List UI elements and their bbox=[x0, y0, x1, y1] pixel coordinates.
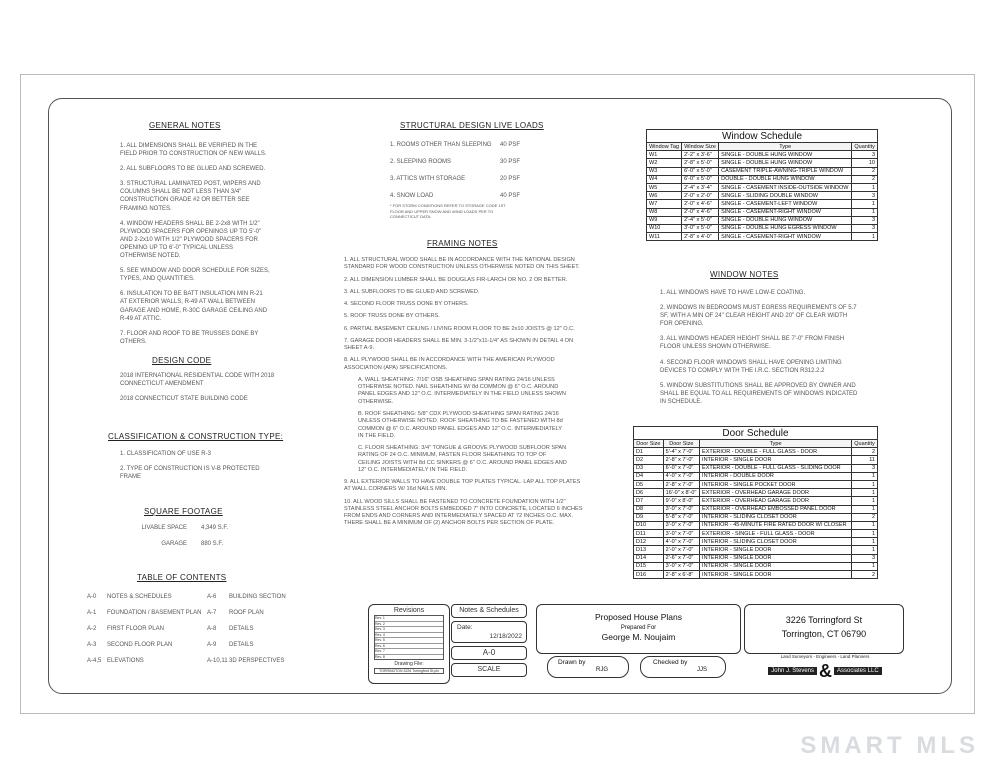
door-type: EXTERIOR - DOUBLE - FULL GLASS - SLIDING DOOR bbox=[700, 464, 852, 472]
window-note: 2. WINDOWS IN BEDROOMS MUST EGRESS REQUIREMENTS OF 5.7 SF, WITH A MIN OF 24" CLEAR HEIGHT AND 20" OF CLEAR WIDTH FOR OPENING. bbox=[660, 305, 857, 328]
door-type: INTERIOR - SINGLE DOOR bbox=[700, 456, 852, 464]
window-type: SINGLE - DOUBLE HUNG EGRESS WINDOW bbox=[719, 224, 852, 232]
window-tag: W6 bbox=[647, 192, 682, 200]
toc-row bbox=[87, 593, 287, 609]
door-tag: D11 bbox=[634, 530, 664, 538]
table-row bbox=[634, 464, 878, 472]
window-note: 5. WINDOW SUBSTITUTIONS SHALL BE APPROVED BY OWNER AND SHALL BE EQUAL TO ALL REQUIREMENTS OF WINDOWS INDICATED IN SCHEDULE. bbox=[660, 382, 858, 405]
toc-name: DETAILS bbox=[229, 626, 254, 632]
window-type: SINGLE - SLIDING DOUBLE WINDOW bbox=[719, 192, 852, 200]
sheet-name: Notes & Schedules bbox=[451, 604, 527, 618]
revision-row: Rev. 2 bbox=[375, 622, 443, 628]
revision-row: Rev. 1 bbox=[375, 616, 443, 622]
window-schedule-title-row bbox=[647, 130, 878, 143]
door-qty: 11 bbox=[852, 456, 878, 464]
door-tag: D13 bbox=[634, 546, 664, 554]
toc-code: A-4,5 bbox=[87, 658, 102, 664]
toc-code: A-7 bbox=[207, 610, 217, 616]
door-tag: D15 bbox=[634, 562, 664, 570]
firm-ampersand: & bbox=[819, 661, 832, 681]
toc-row bbox=[87, 657, 287, 673]
window-size: 2'-0" x 2'-0" bbox=[682, 192, 719, 200]
toc-name: SECOND FLOOR PLAN bbox=[107, 642, 173, 648]
live-load-row bbox=[390, 192, 520, 200]
door-schedule-table bbox=[633, 426, 878, 579]
table-row bbox=[647, 208, 878, 216]
table-row bbox=[647, 233, 878, 241]
window-tag: W11 bbox=[647, 233, 682, 241]
revision-row: Rev. 5 bbox=[375, 638, 443, 644]
framing-note: 8. ALL PLYWOOD SHALL BE IN ACCORDANCE WITH THE AMERICAN PLYWOOD ASSOCIATION (APA) SPECIFICATIONS. bbox=[344, 357, 555, 371]
toc-name: FOUNDATION / BASEMENT PLAN bbox=[107, 610, 202, 616]
door-tag: D12 bbox=[634, 538, 664, 546]
general-notes-title: GENERAL NOTES bbox=[149, 121, 221, 130]
column-header: Door Size bbox=[634, 440, 664, 448]
toc-code: A-8 bbox=[207, 626, 217, 632]
table-row bbox=[634, 546, 878, 554]
door-size: 3'-0" x 7'-0" bbox=[663, 530, 699, 538]
door-size: 2'-8" x 7'-0" bbox=[663, 480, 699, 488]
framing-note: 2. ALL DIMENSION LUMBER SHALL BE DOUGLAS FIR-LARCH OR NO. 2 OR BETTER. bbox=[344, 276, 568, 283]
window-type: SINGLE - DOUBLE HUNG WINDOW bbox=[719, 151, 852, 159]
window-qty: 1 bbox=[852, 233, 878, 241]
window-note: 4. SECOND FLOOR WINDOWS SHALL HAVE OPENING LIMITING DEVICES TO COMPLY WITH THE I.R.C. SECTION R312.2.2 bbox=[660, 359, 842, 374]
column-header: Quantity bbox=[852, 440, 878, 448]
door-type: INTERIOR - SINGLE POCKET DOOR bbox=[700, 480, 852, 488]
door-tag: D14 bbox=[634, 554, 664, 562]
window-qty: 2 bbox=[852, 167, 878, 175]
window-tag: W5 bbox=[647, 183, 682, 191]
live-loads-title: STRUCTURAL DESIGN LIVE LOADS bbox=[400, 121, 544, 130]
live-load-value: 40 PSF bbox=[499, 142, 520, 148]
window-qty: 10 bbox=[852, 159, 878, 167]
door-type: INTERIOR - SINGLE DOOR bbox=[700, 562, 852, 570]
drawn-by-box bbox=[547, 656, 629, 678]
design-code-item: 2018 INTERNATIONAL RESIDENTIAL CODE WITH 2018 CONNECTICUT AMENDMENT bbox=[120, 373, 275, 388]
sheet-info-block bbox=[451, 604, 527, 682]
table-row bbox=[634, 530, 878, 538]
door-type: INTERIOR - SINGLE DOOR bbox=[700, 571, 852, 579]
smart-mls-watermark: SMART MLS bbox=[800, 732, 979, 759]
window-notes-list bbox=[660, 289, 860, 413]
toc-code: A-1 bbox=[87, 610, 97, 616]
general-note: 6. INSULATION TO BE BATT INSULATION MIN R-21 AT EXTERIOR WALLS, R-49 AT WALL BETWEEN GARAGE AND HOME, R-30C GARAGE CEILING AND R-49 AT ATTIC. bbox=[120, 291, 268, 322]
drawing-file-name: TORRINGTON 3226 Torringford St.pln bbox=[374, 668, 444, 674]
framing-note: 3. ALL SUBFLOORS TO BE GLUED AND SCREWED. bbox=[344, 288, 480, 295]
table-row bbox=[634, 513, 878, 521]
toc-code: A-6 bbox=[207, 594, 217, 600]
door-qty: 1 bbox=[852, 538, 878, 546]
window-size: 2'-4" x 3'-4" bbox=[682, 183, 719, 191]
address-line-2: Torrington, CT 06790 bbox=[781, 629, 867, 639]
door-tag: D9 bbox=[634, 513, 664, 521]
door-qty: 1 bbox=[852, 497, 878, 505]
revisions-box bbox=[368, 604, 450, 684]
drawing-file-label: Drawing File: bbox=[394, 661, 424, 667]
framing-note: 1. ALL STRUCTURAL WOOD SHALL BE IN ACCORDANCE WITH THE NATIONAL DESIGN STANDARD FOR WOOD CONSTRUCTION UNLESS OTHERWISE NOTED ON THIS SHEET. bbox=[344, 257, 580, 271]
firm-tagline: Land Surveyors - Engineers - Land Planners bbox=[780, 654, 870, 659]
door-size: 4'-0" x 7'-0" bbox=[663, 472, 699, 480]
framing-notes-title: FRAMING NOTES bbox=[427, 239, 498, 248]
general-note: 2. ALL SUBFLOORS TO BE GLUED AND SCREWED. bbox=[120, 166, 266, 173]
column-header: Quantity bbox=[852, 143, 878, 151]
toc-name: NOTES & SCHEDULES bbox=[107, 594, 172, 600]
general-note: 4. WINDOW HEADERS SHALL BE 2-2x8 WITH 1/2" PLYWOOD SPACERS FOR OPENINGS UP TO 5'-0" AND 2-2x10 WITH 1/2" PLYWOOD SPACERS FOR OPENING UP TO 6'-0" TYPICAL UNLESS OTHERWISE NOTED. bbox=[120, 220, 262, 260]
door-type: EXTERIOR - DOUBLE - FULL GLASS - DOOR bbox=[700, 448, 852, 456]
door-type: INTERIOR - SINGLE DOOR bbox=[700, 546, 852, 554]
live-load-row bbox=[390, 158, 520, 166]
door-schedule-header-row bbox=[634, 440, 878, 448]
door-size: 5'-4" x 7'-0" bbox=[663, 448, 699, 456]
door-type: INTERIOR - 45-MINUTE FIRE RATED DOOR W/ CLOSER bbox=[700, 521, 852, 529]
classification-item: 1. CLASSIFICATION OF USE R-3 bbox=[120, 451, 211, 457]
firm-name-left: John J. Stevens bbox=[768, 667, 817, 675]
design-code-title: DESIGN CODE bbox=[152, 356, 212, 365]
square-footage-label: GARAGE bbox=[161, 541, 187, 548]
live-load-value: 40 PSF bbox=[499, 193, 520, 200]
live-load-row bbox=[390, 175, 520, 183]
door-type: EXTERIOR - OVERHEAD GARAGE DOOR bbox=[700, 497, 852, 505]
general-note: 1. ALL DIMENSIONS SHALL BE VERIFIED IN THE FIELD PRIOR TO CONSTRUCTION OF NEW WALLS. bbox=[120, 143, 267, 158]
table-row bbox=[634, 554, 878, 562]
door-qty: 1 bbox=[852, 521, 878, 529]
checked-by-label: Checked by bbox=[653, 659, 688, 666]
door-size: 2'-6" x 7'-0" bbox=[663, 554, 699, 562]
door-qty: 1 bbox=[852, 562, 878, 570]
door-tag: D6 bbox=[634, 489, 664, 497]
door-type: EXTERIOR - SINGLE - FULL GLASS - DOOR bbox=[700, 530, 852, 538]
checked-by-box bbox=[640, 656, 726, 678]
window-tag: W1 bbox=[647, 151, 682, 159]
window-type: SINGLE - CASEMENT-RIGHT WINDOW bbox=[719, 233, 852, 241]
window-type: DOUBLE - DOUBLE HUNG WINDOW bbox=[719, 175, 852, 183]
door-type: INTERIOR - SLIDING CLOSET DOOR bbox=[700, 538, 852, 546]
classification-list bbox=[120, 450, 280, 488]
table-row bbox=[647, 183, 878, 191]
window-tag: W9 bbox=[647, 216, 682, 224]
door-qty: 2 bbox=[852, 513, 878, 521]
live-loads-list bbox=[390, 141, 520, 220]
toc-name: BUILDING SECTION bbox=[229, 594, 286, 600]
revision-row: Rev. 8 bbox=[375, 654, 385, 659]
table-row bbox=[634, 562, 878, 570]
toc-name: 3D PERSPECTIVES bbox=[229, 658, 285, 664]
address-box bbox=[744, 604, 904, 654]
square-footage-row bbox=[137, 524, 267, 532]
column-header: Type bbox=[719, 143, 852, 151]
framing-note: 7. GARAGE DOOR HEADERS SHALL BE MIN. 3-1/2"x11-1/4" AS SHOWN IN DETAIL 4 ON SHEET A-9. bbox=[344, 337, 574, 352]
window-size: 2'-0" x 4'-6" bbox=[682, 200, 719, 208]
door-size: 3'-0" x 7'-0" bbox=[663, 562, 699, 570]
door-qty: 1 bbox=[852, 472, 878, 480]
door-qty: 1 bbox=[852, 546, 878, 554]
door-qty: 1 bbox=[852, 530, 878, 538]
table-row bbox=[647, 159, 878, 167]
toc-title: TABLE OF CONTENTS bbox=[137, 573, 227, 582]
table-row bbox=[647, 224, 878, 232]
window-qty: 3 bbox=[852, 224, 878, 232]
live-load-row bbox=[390, 141, 520, 149]
door-tag: D8 bbox=[634, 505, 664, 513]
window-schedule-header-row bbox=[647, 143, 878, 151]
design-code-list bbox=[120, 372, 280, 410]
framing-note: 5. ROOF TRUSS DONE BY OTHERS. bbox=[344, 313, 440, 320]
toc-row bbox=[87, 625, 287, 641]
toc-name: FIRST FLOOR PLAN bbox=[107, 626, 164, 632]
window-qty: 1 bbox=[852, 200, 878, 208]
window-tag: W4 bbox=[647, 175, 682, 183]
column-header: Type bbox=[700, 440, 852, 448]
live-load-label: 4. SNOW LOAD bbox=[390, 193, 434, 200]
live-loads-note: * FOR STORM CONDITIONS REFER TO STORAGE CODE 1ST FLOOR AND UPPER SNOW AND WIND LOADS PER TO CONNECTICUT DATA. bbox=[390, 203, 506, 220]
square-footage-title: SQUARE FOOTAGE bbox=[144, 507, 223, 516]
door-size: 4'-0" x 7'-0" bbox=[663, 538, 699, 546]
revision-row: Rev. 3 bbox=[375, 627, 443, 633]
window-size: 2'-4" x 5'-0" bbox=[682, 216, 719, 224]
table-row bbox=[647, 151, 878, 159]
door-tag: D1 bbox=[634, 448, 664, 456]
firm-logo bbox=[750, 654, 900, 686]
window-note: 1. ALL WINDOWS HAVE TO HAVE LOW-E COATING. bbox=[660, 290, 806, 296]
revision-row: Rev. 6 bbox=[375, 644, 443, 650]
window-qty: 1 bbox=[852, 183, 878, 191]
table-row bbox=[634, 497, 878, 505]
window-tag: W3 bbox=[647, 167, 682, 175]
table-row bbox=[634, 538, 878, 546]
door-size: 16'-0" x 8'-0" bbox=[663, 489, 699, 497]
toc-row bbox=[87, 609, 287, 625]
revisions-list bbox=[374, 615, 444, 660]
window-tag: W2 bbox=[647, 159, 682, 167]
drawn-by-value: RJG bbox=[596, 667, 608, 673]
toc-code: A-10,11 bbox=[207, 658, 228, 664]
project-title-box bbox=[536, 604, 741, 654]
window-qty: 3 bbox=[852, 151, 878, 159]
door-tag: D3 bbox=[634, 464, 664, 472]
door-qty: 1 bbox=[852, 489, 878, 497]
toc-code: A-2 bbox=[87, 626, 97, 632]
toc-table bbox=[87, 593, 287, 673]
general-notes-list bbox=[120, 142, 270, 353]
door-type: EXTERIOR - OVERHEAD GARAGE DOOR bbox=[700, 489, 852, 497]
window-tag: W10 bbox=[647, 224, 682, 232]
door-qty: 1 bbox=[852, 480, 878, 488]
toc-name: ROOF PLAN bbox=[229, 610, 264, 616]
door-tag: D5 bbox=[634, 480, 664, 488]
live-load-label: 3. ATTICS WITH STORAGE bbox=[390, 176, 466, 183]
window-qty: 3 bbox=[852, 192, 878, 200]
scale-label: SCALE bbox=[451, 663, 527, 677]
live-load-label: 2. SLEEPING ROOMS bbox=[390, 159, 452, 166]
door-size: 9'-0" x 8'-0" bbox=[663, 497, 699, 505]
table-row bbox=[647, 216, 878, 224]
door-qty: 2 bbox=[852, 571, 878, 579]
door-qty: 3 bbox=[852, 554, 878, 562]
door-size: 3'-0" x 7'-0" bbox=[663, 505, 699, 513]
window-type: SINGLE - DOUBLE HUNG WINDOW bbox=[719, 159, 852, 167]
framing-note: 4. SECOND FLOOR TRUSS DONE BY OTHERS. bbox=[344, 301, 469, 308]
door-type: INTERIOR - SINGLE DOOR bbox=[700, 554, 852, 562]
door-size: 2'-8" x 6'-8" bbox=[663, 571, 699, 579]
framing-note: 10. ALL WOOD SILLS SHALL BE FASTENED TO CONCRETE FOUNDATION WITH 1/2" STAINLESS STEEL ANCHOR BOLTS EMBEDDED 7" INTO CONCRETE, LOCATED 6 INCHES FROM ENDS AND CORNERS AND INTERMEDIATELY SPACED AT 72 INCHES O.C. MAX. THERE SHALL BE A MINIMUM OF (2) ANCHOR BOLTS PER SECTION OF PLATE. bbox=[344, 498, 583, 527]
door-size: 3'-0" x 7'-0" bbox=[663, 521, 699, 529]
firm-name-right: Associates LLC bbox=[834, 667, 882, 675]
door-qty: 2 bbox=[852, 448, 878, 456]
date-label: Date: bbox=[457, 624, 473, 631]
door-type: INTERIOR - DOUBLE DOOR bbox=[700, 472, 852, 480]
door-type: INTERIOR - SLIDING CLOSET DOOR bbox=[700, 513, 852, 521]
table-row bbox=[634, 505, 878, 513]
drawn-by-label: Drawn by bbox=[558, 659, 586, 666]
window-tag: W8 bbox=[647, 208, 682, 216]
square-footage-value: 4,349 S.F. bbox=[201, 525, 229, 531]
table-row bbox=[634, 456, 878, 464]
window-type: SINGLE - CASEMENT INSIDE-OUTSIDE WINDOW bbox=[719, 183, 852, 191]
square-footage-value: 880 S.F. bbox=[201, 541, 224, 548]
table-row bbox=[634, 448, 878, 456]
window-schedule-title: Window Schedule bbox=[647, 130, 878, 143]
door-tag: D7 bbox=[634, 497, 664, 505]
live-load-value: 20 PSF bbox=[499, 176, 520, 183]
square-footage-list bbox=[137, 524, 267, 548]
square-footage-row bbox=[137, 540, 267, 548]
toc-code: A-9 bbox=[207, 642, 217, 648]
square-footage-label: LIVABLE SPACE bbox=[141, 525, 187, 531]
table-row bbox=[634, 472, 878, 480]
window-schedule-table bbox=[646, 129, 878, 241]
live-load-value: 30 PSF bbox=[499, 159, 520, 166]
prepared-for-label: Prepared For bbox=[620, 625, 657, 631]
door-tag: D16 bbox=[634, 571, 664, 579]
door-schedule-title-row bbox=[634, 427, 878, 440]
door-size: 6'-0" x 7'-0" bbox=[663, 464, 699, 472]
door-tag: D10 bbox=[634, 521, 664, 529]
date-box bbox=[451, 621, 527, 643]
live-load-label: 1. ROOMS OTHER THAN SLEEPING bbox=[390, 142, 492, 148]
client-name: George M. Noujaim bbox=[601, 632, 676, 642]
framing-note: 6. PARTIAL BASEMENT CEILING / LIVING ROOM FLOOR TO BE 2x10 JOISTS @ 12" O.C. bbox=[344, 325, 575, 332]
toc-code: A-3 bbox=[87, 642, 97, 648]
window-qty: 1 bbox=[852, 208, 878, 216]
checked-by-value: JJS bbox=[697, 667, 708, 673]
framing-note: 9. ALL EXTERIOR WALLS TO HAVE DOUBLE TOP PLATES TYPICAL. LAP ALL TOP PLATES AT WALL CORNERS W/ 16d NAILS MIN. bbox=[344, 479, 581, 493]
window-qty: 2 bbox=[852, 175, 878, 183]
toc-name: DETAILS bbox=[229, 642, 254, 648]
sheet-number: A-0 bbox=[451, 646, 527, 660]
door-schedule-title: Door Schedule bbox=[634, 427, 878, 440]
table-row bbox=[647, 167, 878, 175]
window-notes-title: WINDOW NOTES bbox=[710, 270, 779, 279]
table-row bbox=[634, 521, 878, 529]
door-size: 5'-8" x 7'-0" bbox=[663, 513, 699, 521]
door-qty: 3 bbox=[852, 464, 878, 472]
window-type: CASEMENT TRIPLE-AWNING-TRIPLE WINDOW bbox=[719, 167, 852, 175]
framing-note-sub: C. FLOOR SHEATHING: 3/4" TONGUE & GROOVE PLYWOOD SUBFLOOR SPAN RATING OF 24 O.C. MINIMUM, FASTEN FLOOR SHEATHING TO TOP OF CEILING JOISTS WITH 8d CC SINKERS @ 6" O.C. AROUND PANEL EDGES AND 12" O.C. INTERMEDIATELY IN THE FIELD. bbox=[358, 445, 567, 473]
window-qty: 3 bbox=[852, 216, 878, 224]
window-size: 2'-8" x 5'-0" bbox=[682, 159, 719, 167]
classification-title: CLASSIFICATION & CONSTRUCTION TYPE: bbox=[108, 432, 284, 441]
toc-row bbox=[87, 641, 287, 657]
door-size: 2'-0" x 7'-0" bbox=[663, 546, 699, 554]
revision-row: Rev. 4 bbox=[375, 633, 443, 639]
table-row bbox=[634, 489, 878, 497]
address-line-1: 3226 Torringford St bbox=[785, 615, 863, 625]
general-note: 7. FLOOR AND ROOF TO BE TRUSSES DONE BY OTHERS. bbox=[120, 330, 259, 345]
framing-note-sub: A. WALL SHEATHING: 7/16" OSB SHEATHING SPAN RATING 24/16 UNLESS OTHERWISE NOTED. NAIL SHEATHING W/ 8d COMMON @ 6" O.C. AROUND PANEL EDGES AND 12" O.C. INTERMEDIATELY IN THE FIELD UNLESS SHOWN OTHERWISE. bbox=[358, 376, 566, 405]
framing-note-sub: B. ROOF SHEATHING: 5/8" CDX PLYWOOD SHEATHING SPAN RATING 24/16 UNLESS OTHERWISE NOTED. ROOF SHEATHING TO BE FASTENED WITH 8d COMMON @ 6" O.C. AROUND PANEL EDGES AND 12" O.C. INTERMEDIATELY IN THE FIELD. bbox=[358, 410, 563, 439]
column-header: Window Tag bbox=[647, 143, 682, 151]
sheet-date: 12/18/2022 bbox=[489, 633, 522, 640]
revisions-title: Revisions bbox=[393, 607, 425, 614]
toc-name: ELEVATIONS bbox=[107, 658, 144, 664]
door-size: 2'-8" x 7'-0" bbox=[663, 456, 699, 464]
window-note: 3. ALL WINDOWS HEADER HEIGHT SHALL BE 7'-0" FROM FINISH FLOOR UNLESS SHOWN OTHERWISE. bbox=[660, 336, 845, 351]
window-size: 2'-2" x 3'-6" bbox=[682, 151, 719, 159]
column-header: Window Size bbox=[682, 143, 719, 151]
door-tag: D4 bbox=[634, 472, 664, 480]
window-type: SINGLE - CASEMENT-RIGHT WINDOW bbox=[719, 208, 852, 216]
window-size: 3'-0" x 5'-0" bbox=[682, 224, 719, 232]
design-code-item: 2018 CONNECTICUT STATE BUILDING CODE bbox=[120, 396, 248, 403]
table-row bbox=[647, 175, 878, 183]
window-type: SINGLE - DOUBLE HUNG WINDOW bbox=[719, 216, 852, 224]
window-size: 6'-0" x 5'-0" bbox=[682, 167, 719, 175]
window-size: 6'-0" x 5'-0" bbox=[682, 175, 719, 183]
window-type: SINGLE - CASEMENT-LEFT WINDOW bbox=[719, 200, 852, 208]
table-row bbox=[647, 200, 878, 208]
column-header: Door Size bbox=[663, 440, 699, 448]
table-row bbox=[634, 480, 878, 488]
firm-name-row bbox=[750, 663, 900, 679]
general-note: 5. SEE WINDOW AND DOOR SCHEDULE FOR SIZES, TYPES, AND QUANTITIES. bbox=[120, 268, 270, 283]
window-tag: W7 bbox=[647, 200, 682, 208]
classification-item: 2. TYPE OF CONSTRUCTION IS V-B PROTECTED FRAME bbox=[120, 466, 260, 481]
table-row bbox=[647, 192, 878, 200]
table-row bbox=[634, 571, 878, 579]
window-size: 2'-0" x 4'-6" bbox=[682, 208, 719, 216]
door-type: EXTERIOR - OVERHEAD EMBOSSED PANEL DOOR bbox=[700, 505, 852, 513]
general-note: 3. STRUCTURAL LAMINATED POST, WIPERS AND COLUMNS SHALL BE NOT LESS THAN 3/4" CONSTRUCTION GRADE #2 OR BETTER SEE FRAMING NOTES. bbox=[120, 181, 261, 212]
project-title: Proposed House Plans bbox=[595, 612, 682, 622]
toc-code: A-0 bbox=[87, 594, 97, 600]
window-size: 2'-8" x 4'-0" bbox=[682, 233, 719, 241]
framing-notes-list bbox=[344, 257, 584, 528]
revision-row: Rev. 7 bbox=[375, 649, 443, 655]
door-qty: 1 bbox=[852, 505, 878, 513]
door-tag: D2 bbox=[634, 456, 664, 464]
